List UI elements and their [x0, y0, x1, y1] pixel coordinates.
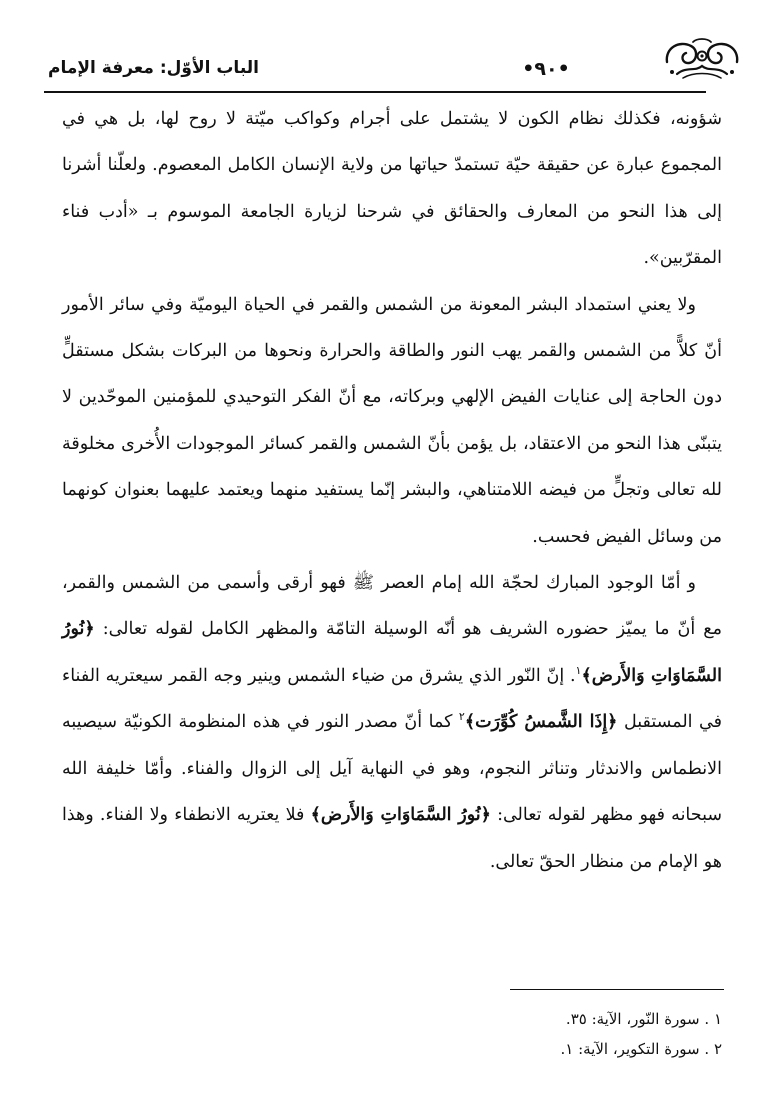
paragraph-3-text-3: كما أنّ مصدر النور في هذه المنظومة الكونيّة سيصيبه الانطماس والاندثار وتناثر النجوم، وهو في النهاية آيل إلى الزوال والفناء. وأمّا خليفة الله سبحانه فهو مظهر لقوله تعالى: — [62, 712, 723, 826]
page-number-dot-right: • — [557, 58, 570, 80]
header-divider — [44, 91, 706, 93]
footnotes — [62, 1004, 722, 1064]
body-text — [62, 96, 722, 885]
page-number-dot-left: • — [522, 58, 535, 80]
paragraph-3 — [62, 560, 722, 885]
paragraph-3-text-4: فلا يعتريه الانطفاء ولا الفناء. وهذا هو الإمام من منظار الحقّ تعالى. — [62, 805, 722, 872]
footnote-1: ١ . سورة النّور، الآية: ٣٥. — [565, 1010, 722, 1028]
paragraph-2: ولا يعني استمداد البشر المعونة من الشمس والقمر في الحياة اليوميّة وفي سائر الأمور أنّ كلاًّ من الشمس والقمر يهب النور والطاقة والحرارة ونحوها من البركات بشكل مستقلٍّ دون الحاجة إلى عنايات الفيض الإلهي وبركاته، مع أنّ الفكر التوحيدي للمؤمنين الموحّدين لا يتبنّى هذا النحو من الاعتقاد، بل يؤمن بأنّ الشمس والقمر كسائر الموجودات الأُخرى مخلوقة لله تعالى وتجلٍّ من فيضه اللامتناهي، والبشر إنّما يستفيد منهما ويعتمد عليهما بعنوان كونهما من وسائل الفيض فحسب. — [62, 294, 722, 547]
chapter-title: الباب الأوّل: معرفة الإمام — [48, 58, 259, 78]
quran-verse-3: ﴿نُورُ السَّمَاوَاتِ وَالأَرض﴾ — [310, 805, 491, 826]
footnote-ref-1[interactable]: ١ — [575, 664, 582, 678]
footnote-ref-2[interactable]: ٢ — [458, 710, 465, 724]
quran-verse-1: ﴿نُورُ السَّمَاوَاتِ وَالأَرض﴾ — [62, 619, 722, 686]
paragraph-3-text-2: . إنّ النّور الذي يشرق من ضياء الشمس وينير وجه القمر سيعتريه الفناء في المستقبل — [62, 665, 722, 733]
arabesque-ornament-icon — [663, 36, 741, 82]
page-number-value: ٩٠ — [534, 58, 558, 80]
quran-verse-2: ﴿إِذَا الشَّمسُ كُوِّرَت﴾ — [464, 712, 618, 733]
page-header — [0, 0, 779, 100]
paragraph-1: شؤونه، فكذلك نظام الكون لا يشتمل على أجرام وكواكب ميّتة لا روح لها، بل هي في المجموع عبارة عن حقيقة حيّة تستمدّ حياتها من ولاية الإنسان الكامل المعصوم. ولعلّنا أشرنا إلى هذا النحو من المعارف والحقائق في شرحنا لزيارة الجامعة الموسوم بـ «أدب فناء المقرّبين». — [62, 109, 722, 269]
footnote-divider — [510, 989, 724, 990]
footnote-2: ٢ . سورة التكوير، الآية: ١. — [560, 1040, 722, 1058]
paragraph-3-text-1: و أمّا الوجود المبارك لحجّة الله إمام العصر ﷺ فهو أرقى وأسمى من الشمس والقمر، مع أنّ ما يميّز حضوره الشريف هو أنّه الوسيلة التامّة والمظهر الكامل لقوله تعالى: — [62, 573, 722, 640]
page-number — [506, 58, 586, 80]
